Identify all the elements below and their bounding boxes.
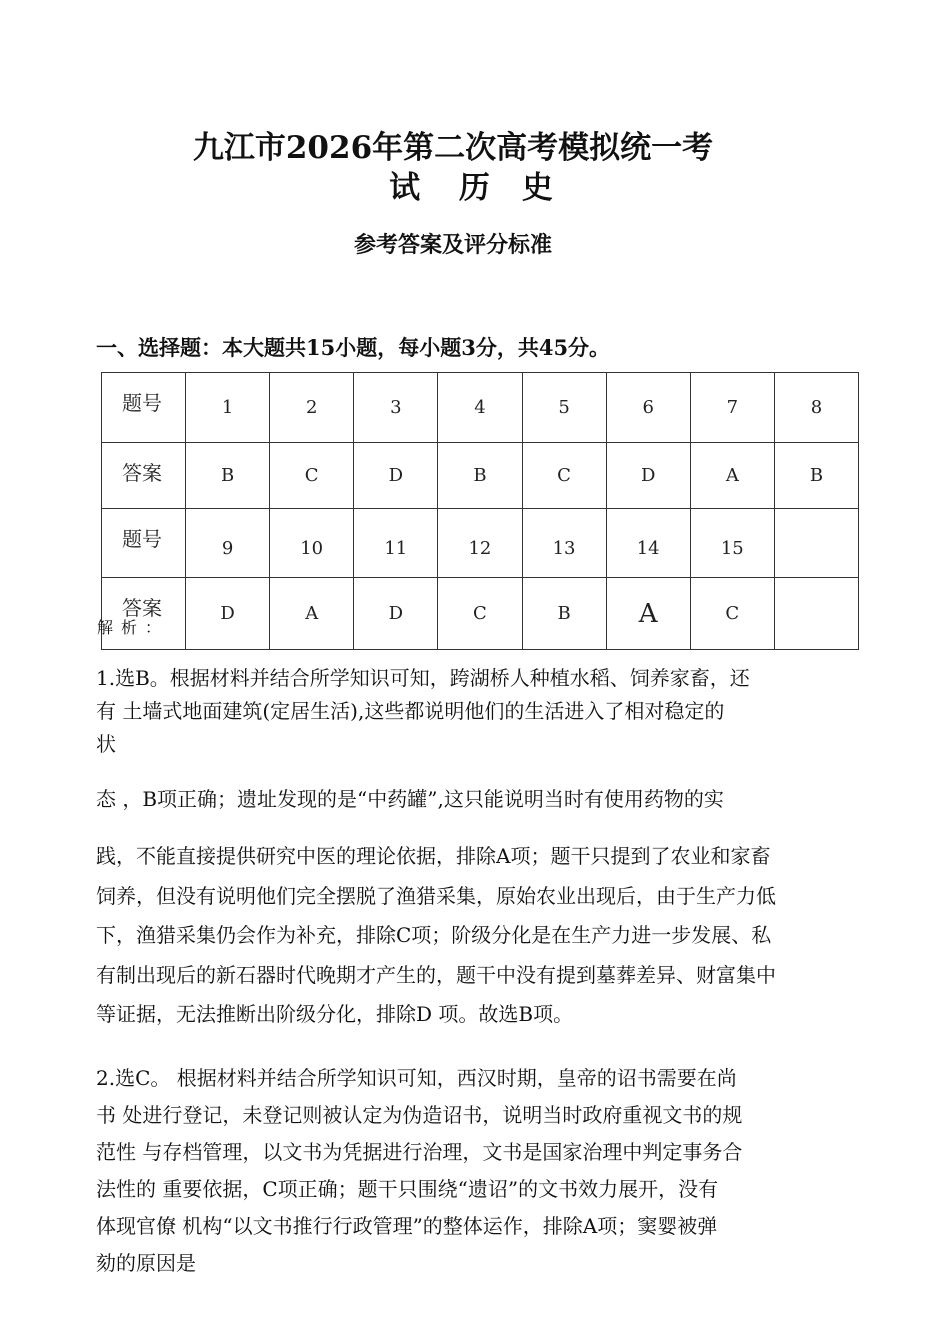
answer-cell: A — [690, 443, 774, 509]
table-row — [102, 578, 859, 650]
q1-explanation-start — [96, 662, 750, 761]
answer-table — [101, 372, 859, 650]
answer-subtitle: 参考答案及评分标准 — [353, 232, 552, 258]
text-line: 有制出现后的新石器时代晚期才产生的，题干中没有提到墓葬差异、财富集中 — [96, 962, 776, 987]
question-number: 4 — [438, 373, 522, 443]
answer-cell: D — [606, 443, 690, 509]
analysis-label: 解析： — [97, 618, 170, 637]
table-row — [102, 373, 859, 443]
question-number: 5 — [522, 373, 606, 443]
text-line: 范性 与存档管理，以文书为凭据进行治理，文书是国家治理中判定事务合 — [96, 1140, 743, 1164]
question-number: 7 — [690, 373, 774, 443]
text-line: 饲养，但没有说明他们完全摆脱了渔猎采集，原始农业出现后，由于生产力低 — [96, 883, 776, 908]
answer-cell: C — [522, 443, 606, 509]
text-line: 书 处进行登记，未登记则被认定为伪造诏书，说明当时政府重视文书的规 — [96, 1103, 743, 1127]
table-row — [102, 509, 859, 578]
answer-cell: B — [774, 443, 858, 509]
question-number: 1 — [186, 373, 270, 443]
answer-cell: A — [606, 578, 690, 650]
row-label: 答案 — [102, 443, 186, 509]
text-line: 有 土墙式地面建筑(定居生活),这些都说明他们的生活进入了相对稳定的 — [96, 699, 725, 723]
empty-cell — [774, 509, 858, 578]
subject-part2: 史 — [521, 170, 567, 206]
text-line: 1.选B。根据材料并结合所学知识可知，跨湖桥人种植水稻、饲养家畜，还 — [96, 666, 750, 690]
q1-explanation-line: 态 ，B项正确；遗址发现的是“中药罐”,这只能说明当时有使用药物的实 — [96, 787, 724, 811]
text-line: 2.选C。 根据材料并结合所学知识可知，西汉时期，皇帝的诏书需要在尚 — [96, 1066, 737, 1090]
row-label: 答案 — [102, 578, 186, 650]
row-label: 题号 — [102, 373, 186, 443]
answer-cell: D — [186, 578, 270, 650]
answer-cell: B — [438, 443, 522, 509]
text-line: 下，渔猎采集仍会作为补充，排除C项；阶级分化是在生产力进一步发展、私 — [96, 923, 772, 947]
question-number: 11 — [354, 509, 438, 578]
answer-cell: B — [522, 578, 606, 650]
question-number: 6 — [606, 373, 690, 443]
text-line: 践，不能直接提供研究中医的理论依据，排除A项；题干只提到了农业和家畜 — [96, 844, 771, 868]
answer-cell: D — [354, 578, 438, 650]
question-number: 15 — [690, 509, 774, 578]
answer-cell: D — [354, 443, 438, 509]
answer-cell: C — [270, 443, 354, 509]
text-line: 体现官僚 机构“以文书推行行政管理”的整体运作，排除A项；窦婴被弹 — [96, 1214, 718, 1238]
row-label: 题号 — [102, 509, 186, 578]
text-line: 等证据，无法推断出阶级分化，排除D 项。故选B项。 — [96, 1002, 574, 1026]
question-number: 14 — [606, 509, 690, 578]
subject-part1: 试 历 — [389, 170, 504, 206]
answer-cell: B — [186, 443, 270, 509]
question-number: 13 — [522, 509, 606, 578]
exam-title: 九江市2026年第二次高考模拟统一考 — [192, 130, 714, 166]
answer-cell: C — [438, 578, 522, 650]
text-line: 劾的原因是 — [96, 1251, 196, 1275]
question-number: 9 — [186, 509, 270, 578]
answer-cell: C — [690, 578, 774, 650]
table-row — [102, 443, 859, 509]
q2-explanation — [96, 1060, 742, 1282]
empty-cell — [774, 578, 858, 650]
exam-subject — [0, 168, 950, 208]
q1-explanation-rest — [96, 837, 776, 1035]
section-heading: 一、选择题：本大题共15小题，每小题3分，共45分。 — [96, 335, 611, 360]
question-number: 10 — [270, 509, 354, 578]
question-number: 3 — [354, 373, 438, 443]
text-line: 状 — [96, 732, 116, 756]
question-number: 12 — [438, 509, 522, 578]
text-line: 法性的 重要依据，C项正确；题干只围绕“遗诏”的文书效力展开，没有 — [96, 1177, 719, 1201]
answer-cell: A — [270, 578, 354, 650]
question-number: 2 — [270, 373, 354, 443]
question-number: 8 — [774, 373, 858, 443]
